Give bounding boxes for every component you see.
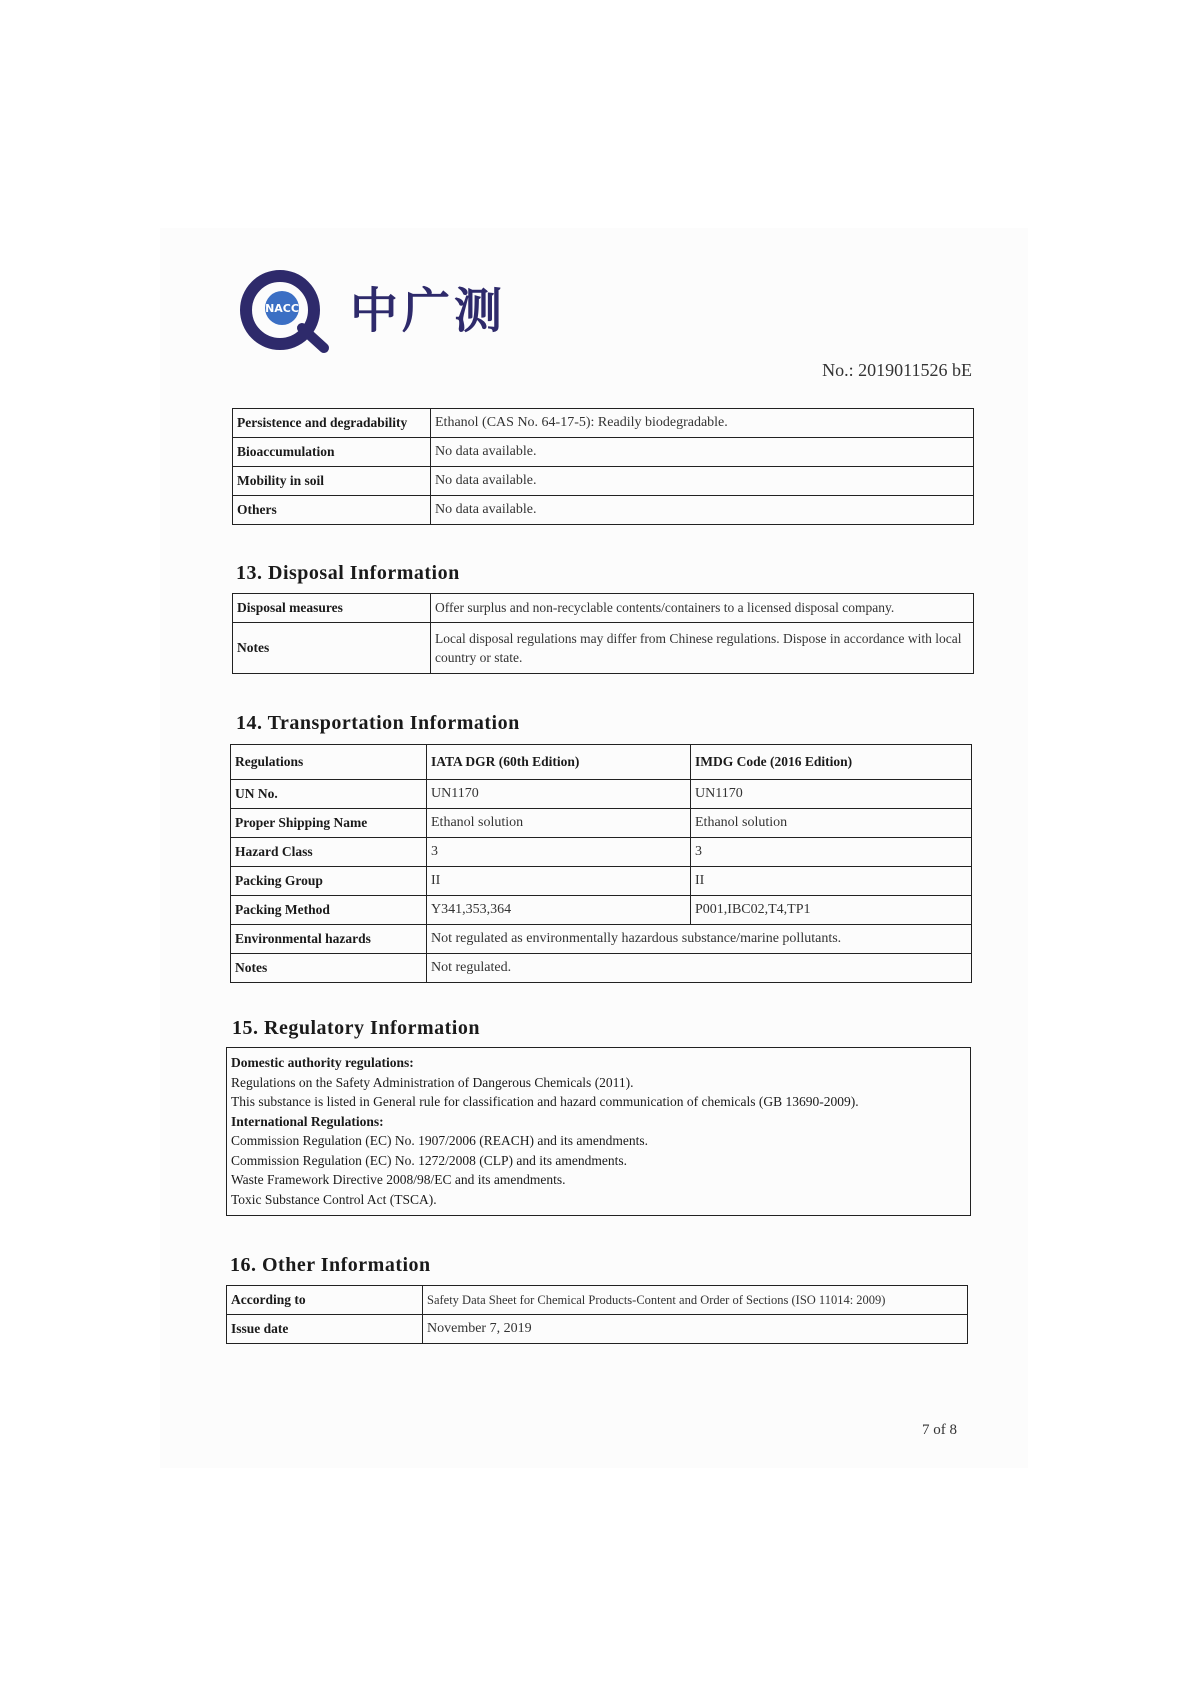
table-row <box>231 925 972 954</box>
domestic-line: Regulations on the Safety Administration of Dangerous Chemicals (2011). <box>231 1074 634 1090</box>
row-label: Bioaccumulation <box>233 438 431 467</box>
international-line: Waste Framework Directive 2008/98/EC and its amendments. <box>231 1172 566 1187</box>
ecology-table <box>232 408 974 525</box>
table-row <box>233 438 974 467</box>
row-imdg: Ethanol solution <box>691 809 972 838</box>
table-row <box>233 409 974 438</box>
table-row <box>231 954 972 983</box>
row-iata: II <box>427 867 691 896</box>
table-row <box>227 1286 968 1315</box>
logo-nacc-label: NACC <box>265 302 299 315</box>
row-label: Packing Method <box>231 896 427 925</box>
row-label: Others <box>233 496 431 525</box>
row-label: Notes <box>231 954 427 983</box>
row-imdg: 3 <box>691 838 972 867</box>
section-15-title: 15. Regulatory Information <box>232 1017 480 1039</box>
row-label: Issue date <box>227 1315 423 1344</box>
table-row <box>227 1315 968 1344</box>
row-label: Hazard Class <box>231 838 427 867</box>
other-info-table <box>226 1285 968 1344</box>
row-value: Local disposal regulations may differ from Chinese regulations. Dispose in accordance with local country or state. <box>431 623 974 674</box>
table-row <box>233 467 974 496</box>
row-value: No data available. <box>431 467 974 496</box>
table-row <box>231 867 972 896</box>
international-line: Toxic Substance Control Act (TSCA). <box>231 1191 437 1207</box>
logo-ring-icon <box>246 276 324 348</box>
row-label: UN No. <box>231 780 427 809</box>
table-row <box>231 780 972 809</box>
row-iata: Ethanol solution <box>427 809 691 838</box>
table-row <box>233 594 974 623</box>
row-label: Environmental hazards <box>231 925 427 954</box>
table-row <box>233 496 974 525</box>
header-imdg: IMDG Code (2016 Edition) <box>691 745 972 780</box>
row-label: Mobility in soil <box>233 467 431 496</box>
international-line: Commission Regulation (EC) No. 1907/2006 (REACH) and its amendments. <box>231 1133 648 1148</box>
row-value: Not regulated as environmentally hazardous substance/marine pollutants. <box>427 925 972 954</box>
row-label: According to <box>227 1286 423 1315</box>
table-row <box>231 896 972 925</box>
row-label: Notes <box>233 623 431 674</box>
row-value: Not regulated. <box>427 954 972 983</box>
row-label: Proper Shipping Name <box>231 809 427 838</box>
section-16-title: 16. Other Information <box>230 1254 431 1276</box>
row-value: Safety Data Sheet for Chemical Products-Content and Order of Sections (ISO 11014: 2009) <box>423 1286 968 1315</box>
row-value: Ethanol (CAS No. 64-17-5): Readily biodegradable. <box>431 409 974 438</box>
transport-table <box>230 744 972 983</box>
row-value: No data available. <box>431 438 974 467</box>
row-imdg: II <box>691 867 972 896</box>
row-iata: Y341,353,364 <box>427 896 691 925</box>
row-iata: UN1170 <box>427 780 691 809</box>
regulatory-box <box>226 1047 971 1216</box>
row-value: November 7, 2019 <box>423 1315 968 1344</box>
header-iata: IATA DGR (60th Edition) <box>427 745 691 780</box>
section-13-title: 13. Disposal Information <box>236 562 460 584</box>
table-row <box>233 623 974 674</box>
report-number: No.: 2019011526 bE <box>822 360 972 380</box>
domestic-heading: Domestic authority regulations: <box>231 1055 414 1070</box>
header-regulations: Regulations <box>231 745 427 780</box>
logo-wordmark: 中广测 <box>350 283 507 339</box>
row-imdg: P001,IBC02,T4,TP1 <box>691 896 972 925</box>
international-line: Commission Regulation (EC) No. 1272/2008 (CLP) and its amendments. <box>231 1152 627 1168</box>
international-heading: International Regulations: <box>231 1113 384 1129</box>
row-value: No data available. <box>431 496 974 525</box>
row-label: Packing Group <box>231 867 427 896</box>
disposal-table <box>232 593 974 674</box>
row-iata: 3 <box>427 838 691 867</box>
row-value: Offer surplus and non-recyclable contents/containers to a licensed disposal company. <box>431 594 974 623</box>
section-14-title: 14. Transportation Information <box>236 712 520 734</box>
table-row <box>231 809 972 838</box>
row-imdg: UN1170 <box>691 780 972 809</box>
row-label: Disposal measures <box>233 594 431 623</box>
page-number: 7 of 8 <box>922 1422 957 1438</box>
domestic-line: This substance is listed in General rule for classification and hazard communication of chemicals (GB 13690-2009). <box>231 1094 859 1109</box>
table-header-row <box>231 745 972 780</box>
table-row <box>231 838 972 867</box>
row-label: Persistence and degradability <box>233 409 431 438</box>
